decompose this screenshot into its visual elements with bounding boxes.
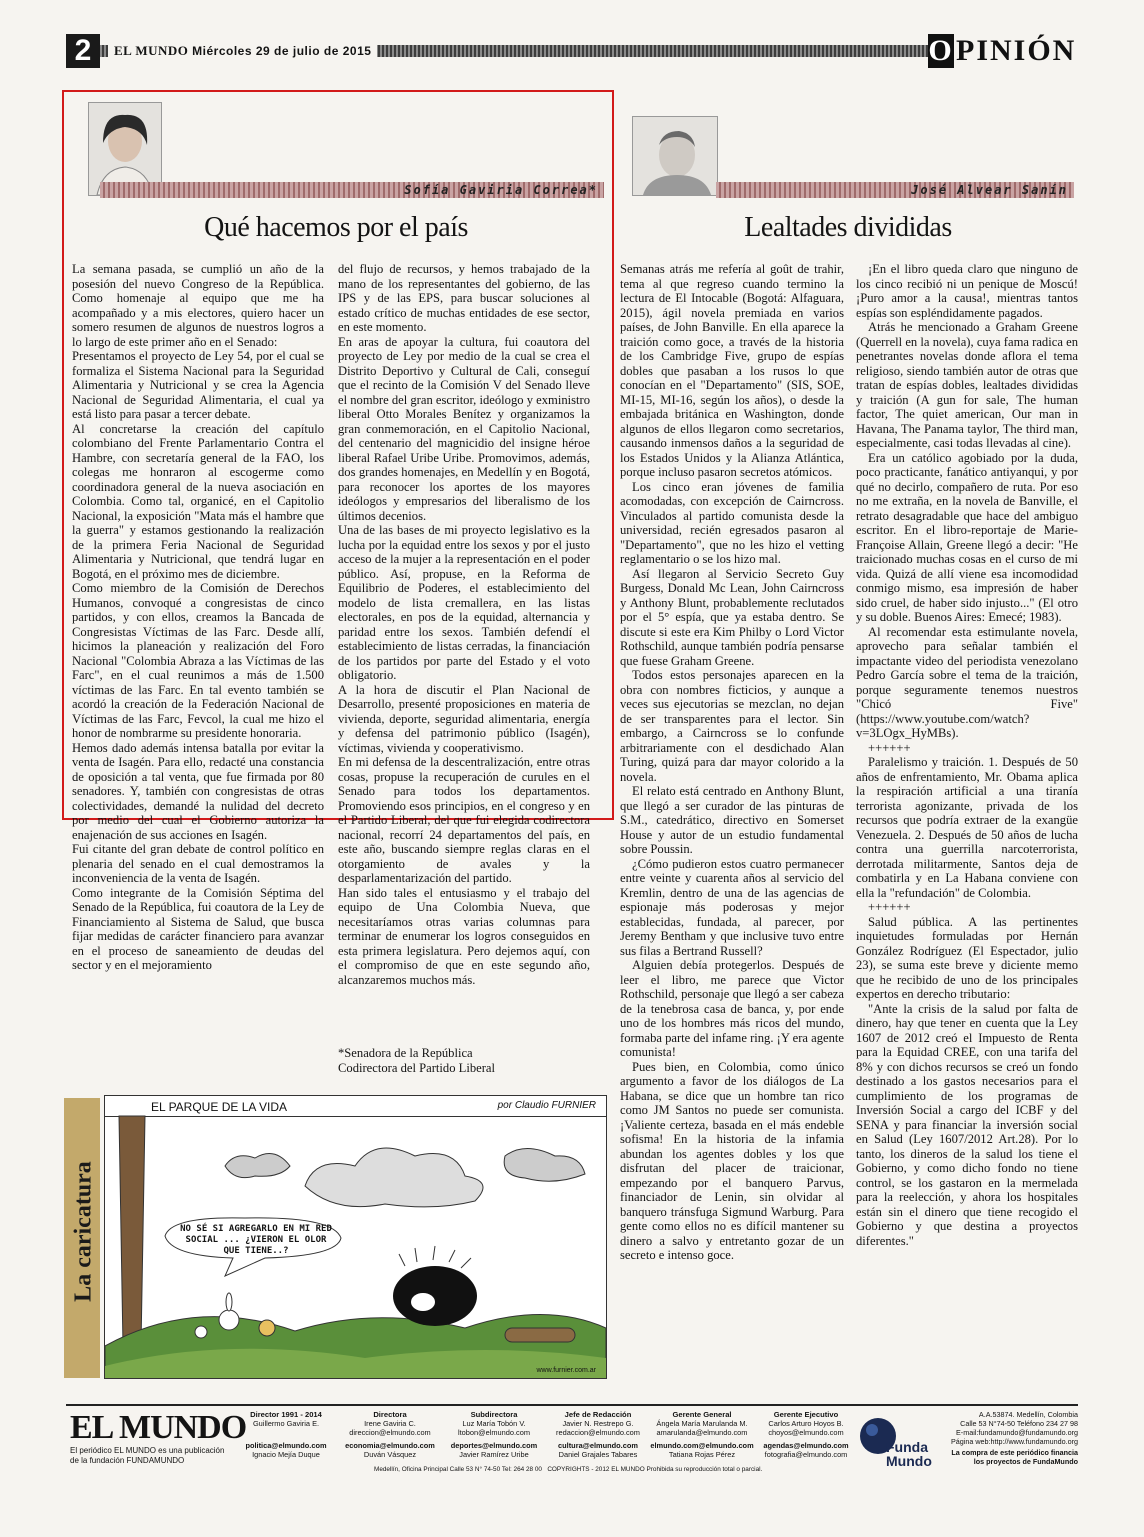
- cartoon-byline: por Claudio FURNIER: [497, 1100, 596, 1111]
- paragraph: Salud pública. A las pertinentes inquietudes formuladas por Hernán González Rodríguez (El Espectador, julio 23), se suma este breve y diciente memo que he recibido de uno de los principales expertos en derecho tributario:: [856, 914, 1078, 1001]
- paragraph: Todos estos personajes aparecen en la obra con nombres ficticios, y aunque a veces sus ejecutorias se mezclan, no dejan de ser transparentes para el lector. Sin embargo, a Cairncross se lo confunde arbitrariamente con el desdichado Alan Turing, quizá para dar mayor colorido a la novela.: [620, 668, 844, 784]
- staff-member: Director 1991 - 2014 Guillermo Gaviria E. politica@elmundo.com Ignacio Mejía Duque: [245, 1410, 327, 1459]
- footer-address: [374, 1466, 762, 1473]
- signature-line-2: Codirectora del Partido Liberal: [338, 1060, 496, 1075]
- cartoon-label-text: La caricatura: [70, 1161, 97, 1302]
- address: Medellín, Oficina Principal Calle 53 N° 74-50 Tel: 264 28 00: [374, 1466, 542, 1473]
- paragraph: Al concretarse la creación del capítulo colombiano del Frente Parlamentario Contra el Hambre, con secretaría general de la FAO, los colegas me honraron al escogerme como coordinadora general de la nueva asociación en Colombia. Como tal, organicé, en el Capitolio Nacional, la exposición "Mata más el hambre que la guerra" y estamos gestionando la realización de la primera Feria Nacional de Seguridad Alimentaria y Nutricional, que tendrá lugar en Bogotá, en el próximo mes de diciembre.: [72, 421, 324, 581]
- issue-date: Miércoles 29 de julio de 2015: [192, 44, 372, 58]
- paragraph: Fui citante del gran debate de control político en plenaria del senado en el cual demostramos la inconveniencia de la venta de Isagén.: [72, 842, 324, 885]
- copyright: COPYRIGHTS - 2012 EL MUNDO Prohibida su reproducción total o parcial.: [547, 1466, 763, 1473]
- paper-name: EL MUNDO: [114, 43, 189, 58]
- staff-member: Directora Irene Gaviria C. direccion@elmundo.com economia@elmundo.com Duván Vásquez: [345, 1410, 435, 1459]
- paragraph: Paralelismo y traición. 1. Después de 50 años de enfrentamiento, Mr. Obama aplica la respiración artificial a una tiranía terrorista agonizante, privada de los recursos que podría extraer de la exangüe Venezuela. 2. Después de 50 años de lucha contra una guerrilla narcoterrorista, derrotada militarmente, Santos deja de combatirla y en La Habana conviene con ella la "refundación" de Colombia.: [856, 755, 1078, 900]
- staff-member: Gerente General Ángela María Marulanda M. amarulanda@elmundo.com elmundo.com@elmundo.com Tatiana Rojas Pérez: [650, 1410, 754, 1459]
- footer-logo: EL MUNDO: [70, 1409, 247, 1446]
- paragraph: En aras de apoyar la cultura, fui coautora del proyecto de Ley por medio de la cual se crea el Distrito Deportivo y Cultural de Cali, conseguí que el recinto de la Comisión V del Senado lleve el nombre del gran escritor, ideólogo y exministro liberal Otto Morales Benítez y organizamos la gran conmemoración, en el Capitolio Nacional, del centenario del magnicidio del insigne héroe liberal Rafael Uribe Uribe. Promovimos, además, dos grandes homenajes, en Medellín y en Bogotá, para reconocer los aportes de los mayores ideólogos y empresarios del liberalismo de los últimos decenios.: [338, 334, 591, 523]
- paragraph: ++++++: [868, 740, 911, 755]
- cartoon-title: EL PARQUE DE LA VIDA: [151, 1100, 288, 1114]
- article-column-1: [72, 262, 324, 972]
- signature: [338, 1046, 590, 1075]
- cartoon-url: www.furnier.com.ar: [536, 1367, 596, 1374]
- cartoon: [104, 1095, 607, 1379]
- section-rest: PINIÓN: [956, 34, 1077, 67]
- contact-lines: [944, 1410, 1078, 1446]
- paragraph: "Ante la crisis de la salud por falta de dinero, hay que tener en cuenta que la Ley 1607 de 2012 creó el Impuesto de Renta para la Equidad CREE, con una tarifa del 8% y con dichos recursos se creó un fondo destinado a los gastos necesarios para el cumplimiento de los programas de Inversión Social a cargo del ICBF y del SENA y para financiar la inversión social en Salud (Ley 1607/2012 Art.28). Por lo tanto, los dineros de la salud los tiene el Gobierno, y como dicho fondo no tiene control, se los gastaron en la mermelada para la reelección, y ahora los hospitales están sin el dinero que tiene recogido el Gobierno y que destina a proyectos diferentes.": [856, 1001, 1078, 1248]
- author-photo-right: [632, 116, 718, 196]
- author-band-left: [100, 182, 604, 198]
- author-name: Sofía Gaviria Correa*: [404, 183, 598, 197]
- author-band-right: [716, 182, 1074, 198]
- section-initial: O: [928, 34, 954, 67]
- paragraph: Así llegaron al Servicio Secreto Guy Burgess, Donald Mc Lean, John Cairncross y Anthony Blunt, probablemente reclutados por el 5° espía, que ya estaba dentro. Se discute si este era Kim Philby o Lord Victor Rothschild, aunque también podría pensarse que fuese Graham Greene.: [620, 566, 844, 668]
- footer-tagline: El periódico EL MUNDO es una publicación de la fundación FUNDAMUNDO: [70, 1446, 225, 1465]
- funda-note: La compra de este periódico financia los proyectos de FundaMundo: [951, 1448, 1078, 1466]
- staff-member: Gerente Ejecutivo Carlos Arturo Hoyos B. choyos@elmundo.com agendas@elmundo.com fotografia@elmundo.com: [763, 1410, 849, 1459]
- article-column-2: [338, 262, 591, 987]
- paragraph: El relato está centrado en Anthony Blunt, que llegó a ser curador de las pinturas de S.M., catedrático, directivo en Somerset House y autor de un estudio fundamental sobre Poussin.: [620, 784, 844, 856]
- paragraph: Atrás he mencionado a Graham Greene (Querrell en la novela), cuya fama radica en penetrantes novelas donde aflora el tema religioso, siendo también autor de otras que tratan de espías dobles, lealtades divididas y traición (A gun for sale, The human factor, The quiet american, Our man in Havana, The Panama taylor, The third man, especialmente, casi todas llevadas al cine).: [856, 320, 1078, 450]
- section-title: [928, 34, 1078, 68]
- author-name: José Alvear Sanín: [911, 183, 1068, 197]
- page-number: 2: [66, 34, 100, 68]
- signature-line-1: *Senadora de la República: [338, 1046, 473, 1060]
- cartoon-section-label: [64, 1098, 100, 1378]
- page-header: [66, 34, 1078, 68]
- paragraph: del flujo de recursos, y hemos trabajado de la mano de los representantes del gobierno, de las IPS y de las EPS, para buscar soluciones al estado crítico de muchas entidades de ese sector, en este momento.: [338, 262, 590, 334]
- paragraph: Alguien debía protegerlos. Después de leer el libro, me parece que Victor Rothschild, personaje que llegó a ser cabeza de la tenebrosa casa de banca, y, por ende uno de los hombres más ricos del mundo, formaba parte del infame ring. ¡Y era agente comunista!: [620, 958, 845, 1059]
- contact-line: Página web:http://www.fundamundo.org: [950, 1437, 1078, 1446]
- portrait-icon: [633, 117, 717, 195]
- paragraph: Pues bien, en Colombia, como único argumento a favor de los diálogos de La Habana, se dice que un hombre tan rico como JM Santos no puede ser comunista. ¡Valiente certeza, basada en el más endeble sofisma! En la historia de la infamia abundan los agentes dobles y los que disfrutan del placer de traicionar, empezando por el banquero Parvus, financiador de Lenin, sin olvidar al banquero tránsfuga Sigmund Warburg. Para gente como ellos no es difícil mantener su dinero a salvo y entretanto gozar de un secreto e intenso goce.: [620, 1059, 844, 1262]
- paragraph: La semana pasada, se cumplió un año de la posesión del nuevo Congreso de la República. Como homenaje al equipo que me ha acompañado y a mis electores, quiero hacer un somero resumen de algunos de nuestros logros a lo largo de este primer año en el Senado:: [72, 262, 324, 349]
- paragraph: Como integrante de la Comisión Séptima del Senado de la República, fui coautora de la Ley de Financiamiento al Sistema de Salud, que busca fijar medidas de carácter financiero para avanzar en el proceso de saneamiento de deudas del sector y en el mejoramiento: [72, 885, 324, 972]
- cartoon-speech: NO SÉ SI AGREGARLO EN MI RED SOCIAL ... ¿VIERON EL OLOR QUE TIENE..?: [180, 1224, 332, 1256]
- paragraph: Una de las bases de mi proyecto legislativo es la lucha por la equidad entre los sexos y por el justo acceso de la mujer a la representación en el poder público. Así, propuse, en la Reforma de Equilibrio de Poderes, el establecimiento del modelo de lista cremallera, en las listas electorales, en pos de la equidad, alternancia y paridad entre los sexos. También defendí el establecimiento de listas cerradas, la financiación de los partidos por parte del Estado y el voto obligatorio.: [338, 523, 590, 682]
- paragraph: Como miembro de la Comisión de Derechos Humanos, convoqué a congresistas de cinco partidos, y con ellos, creamos la Bancada de Congresistas Víctimas de las Farc. Desde allí, hicimos la planeación y realización del Foro Nacional "Colombia Abraza a las Víctimas de las Farc", en el cual reunimos a más de 1.500 víctimas de las Farc. En tal evento también se acordó la creación de la Federación Nacional de Víctimas de las Farc, Fevcol, la cual me hizo el honor de nombrarme su presidente honoraria.: [72, 581, 324, 740]
- footer-contact: [944, 1410, 1078, 1466]
- staff-member: Jefe de Redacción Javier N. Restrepo G. redaccion@elmundo.com cultura@elmundo.com Daniel Grajales Tabares: [556, 1410, 640, 1459]
- article-title: Lealtades divididas: [744, 212, 952, 243]
- paragraph: ¿Cómo pudieron estos cuatro permanecer entre veinte y cuarenta años al servicio del Kremlin, dentro de una de las agencias de espionaje más poderosas y mejor establecidas, fundada, al parecer, por Jeremy Bentham y que inclusive tuvo entre sus filas a Bertrand Russell?: [620, 856, 844, 958]
- paragraph: A la hora de discutir el Plan Nacional de Desarrollo, presenté proposiciones en materia de vivienda, deporte, seguridad alimentaria, energía y defensa del patrimonio público (Isagén), víctimas, vivienda y cooperativismo.: [338, 682, 590, 755]
- staff-member: Subdirectora Luz María Tobón V. ltobon@elmundo.com deportes@elmundo.com Javier Ramírez Uribe: [450, 1410, 538, 1459]
- article-column-1: [620, 262, 844, 1392]
- paragraph: Hemos dado además intensa batalla por evitar la venta de Isagén. Para ello, redacté una constancia de oposición a tal venta, que fue firmada por 80 senadores. Y, también con congresistas de otras colectividades, demandé la nulidad del decreto por medio del cual el Gobierno autoriza la enajenación de sus acciones en Isagén.: [72, 740, 324, 842]
- paragraph: Los cinco eran jóvenes de familia acomodadas, con excepción de Cairncross. Vinculados al partido comunista desde la universidad, recién egresados pasaron al "Departamento", que no les hizo el vetting reglamentario o se los hizo mal.: [620, 479, 844, 566]
- contact-line: E-mail:fundamundo@fundamundo.org: [956, 1428, 1078, 1437]
- paragraph: Presentamos el proyecto de Ley 54, por el cual se formaliza el Sistema Nacional para la Seguridad Alimentaria y Nutricional y se crea la Agencia Nacional de Seguridad Alimentaria, el cual ya está listo para pasar a tercer debate.: [72, 349, 324, 421]
- article-title: Qué hacemos por el país: [204, 212, 468, 243]
- funda-logo-text: Funda Mundo: [886, 1439, 932, 1469]
- masthead-footer: [66, 1404, 1078, 1478]
- contact-line: A.A.53874. Medellín, Colombia: [978, 1410, 1078, 1419]
- paragraph: Al recomendar esta estimulante novela, aprovecho para señalar también el impactante video del periodista venezolano Pedro García sobre el tema de la traición, porque seguramente tenemos nuestros "Chicó Five" (https://www.youtube.com/watch?v=3LOgx_HyMBs).: [856, 624, 1078, 740]
- paragraph: ¡En el libro queda claro que ninguno de los cinco recibió ni un penique de Moscú! ¡Puro amor a la causa!, mientras tantos espías son espléndidamente pagados.: [856, 262, 1078, 320]
- header-paper-name: [108, 40, 377, 62]
- paragraph: Han sido tales el entusiasmo y el trabajo del equipo de Una Colombia Nueva, que necesitaríamos otras varias columnas para terminar de enumerar los logros conseguidos en esta primera legislatura. Pero dejemos aquí, con el compromiso de que en este segundo año, alcanzaremos muchos más.: [338, 885, 590, 987]
- paragraph: Era un católico agobiado por la duda, poco practicante, fanático antiyanqui, y por qué no decirlo, compañero de ruta. Por eso no me extraña, en la novela de Banville, el retrato desagradable que hace del ambiguo escritor. En el libro-reportaje de Marie-Françoise Allain, Greene llegó a decir: "He traicionado muchas cosas en el curso de mi vida. Quizá de allí viene esa incomodidad conmigo mismo, esa impresión de haber sido cruel, de haber sido injusto..." (El otro y su doble. Buenos Aires: Emecé; 1983).: [856, 450, 1078, 624]
- paragraph: Semanas atrás me refería al goût de trahir, tema al que regreso cuando termino la lectura de El Intocable (Bogotá: Alfaguara, 2015), ágil novela premiada en varios países, de John Banville. En ella aparece la traición como goce, a través de la historia de los Cambridge Five, grupo de espías dobles que pasaban a los rusos lo que conocían en el "Departamento" (SIS, SOE, MI-15, MI-16, según los años), o desde la embajada británica en Washington, donde algunos de ellos llegaron como secretarios, causando inmensos daños a la seguridad de los Estados Unidos y la Alianza Atlántica, porque incluso pasaron secretos atómicos.: [620, 262, 844, 479]
- article-column-2: [856, 262, 1078, 1392]
- contact-line: Calle 53 N°74-50 Teléfono 234 27 98: [960, 1419, 1078, 1428]
- paragraph: En mi defensa de la descentralización, entre otras cosas, propuse la recuperación de curules en el Senado para todos los departamentos. Promoviendo esos principios, en el congreso y en el Partido Liberal, del que fui elegida codirectora nacional, recorrí 24 departamentos del país, en este año, buscando siempre reglas claras en el otorgamiento de avales y la desparlamentarización del partido.: [338, 755, 590, 885]
- fundamundo-logo: [856, 1410, 938, 1470]
- paragraph: ++++++: [868, 900, 911, 914]
